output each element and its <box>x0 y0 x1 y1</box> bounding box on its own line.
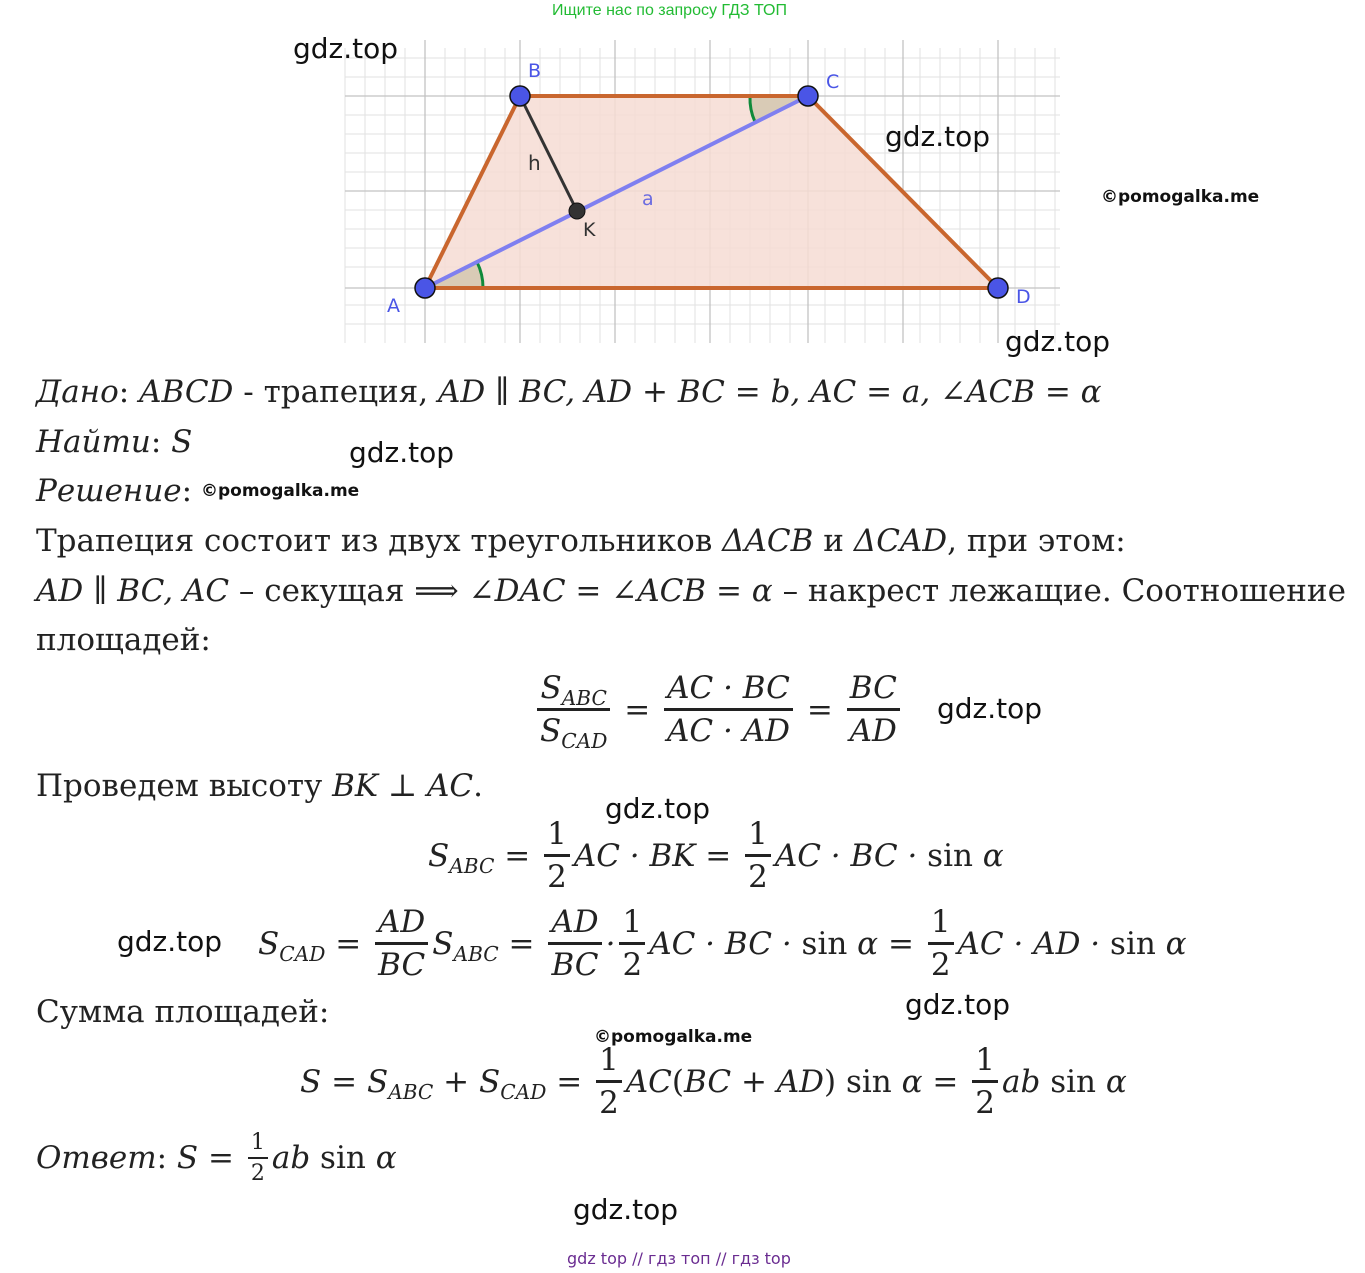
footer-links <box>567 1249 791 1268</box>
solution-label: Решение <box>36 473 182 509</box>
find-line: Найти: S <box>36 424 193 460</box>
point-k <box>569 203 585 219</box>
point-b <box>510 86 530 106</box>
footer-separator: // <box>632 1249 643 1268</box>
watermark: gdz.top <box>1005 325 1111 358</box>
watermark-pomogalka: ©pomogalka.me <box>594 1027 753 1047</box>
watermark: gdz.top <box>937 692 1043 725</box>
para1-and: и <box>813 523 854 559</box>
footer-link[interactable]: гдз топ <box>647 1249 711 1268</box>
formula-ratio: $\frac{S_{ABC}}{S_{CAD}}$ = $\frac{AC \cdot BC}{AC \cdot AD}$ = $\frac{BC}{AD}$ <box>533 670 904 749</box>
label-c: C <box>826 71 840 93</box>
footer-link[interactable]: gdz top <box>567 1249 628 1268</box>
para4-text: Проведем высоту <box>36 768 333 804</box>
watermark: gdz.top <box>349 436 455 469</box>
watermark: gdz.top <box>573 1193 679 1226</box>
footer-separator: // <box>715 1249 727 1268</box>
point-c <box>798 86 818 106</box>
label-d: D <box>1016 286 1031 308</box>
watermark: gdz.top <box>117 925 223 958</box>
search-banner[interactable]: Ищите нас по запросу ГДЗ ТОП <box>552 2 787 19</box>
point-a <box>415 278 435 298</box>
watermark-pomogalka: ©pomogalka.me <box>1101 187 1260 207</box>
sum-label: Сумма площадей: <box>36 994 330 1030</box>
para1-text: Трапеция состоит из двух треугольников <box>36 523 723 559</box>
answer-line: Ответ : S = $\frac{1}{2}$ ab sin α <box>36 1130 397 1186</box>
para2-end: – накрест лежащие. Соотношение <box>772 573 1346 609</box>
watermark: gdz.top <box>605 792 711 825</box>
para2-text: – секущая ⟹ <box>229 573 469 609</box>
label-b: B <box>528 60 542 82</box>
point-d <box>988 278 1008 298</box>
find-label: Найти <box>36 424 151 460</box>
watermark: gdz.top <box>293 32 399 65</box>
paragraph-2: AD ∥ BC, AC – секущая ⟹ ∠DAC = ∠ACB = α – накрест лежащие. Соотношение <box>36 573 1346 609</box>
label-a-side: a <box>642 188 654 210</box>
given-text: - трапеция, <box>233 374 438 410</box>
paragraph-3: площадей: <box>36 622 211 658</box>
watermark-pomogalka: ©pomogalka.me <box>201 481 360 501</box>
label-a: A <box>387 295 400 317</box>
watermark: gdz.top <box>905 988 1011 1021</box>
para1-end: , при этом: <box>947 523 1126 559</box>
formula-sabc: $S_{ABC}$ = $\frac{1}{2}$ AC · BK = $\frac{1}{2}$ AC · BC · sin α <box>428 816 1004 895</box>
label-k: K <box>583 219 596 241</box>
formula-sum: S = $S_{ABC}$ + $S_{CAD}$ = $\frac{1}{2}$ AC(BC + AD) sin α = $\frac{1}{2}$ ab sin α <box>300 1042 1127 1121</box>
formula-scad: $S_{CAD}$ = $\frac{AD}{BC}$ $S_{ABC}$ = $\frac{AD}{BC}$ · $\frac{1}{2}$ AC · BC · sin α = $\frac{1}{2}$ AC · AD · sin α <box>258 904 1187 983</box>
given-line: Дано: ABCD - трапеция, AD ∥ BC, AD + BC = b, AC = a, ∠ACB = α <box>36 374 1102 410</box>
trapezoid-figure <box>340 38 1065 344</box>
answer-label: Ответ <box>36 1140 157 1176</box>
given-label: Дано <box>36 374 119 410</box>
solution-label-line: Решение: <box>36 473 193 509</box>
paragraph-4: Проведем высоту BK ⊥ AC. <box>36 768 483 804</box>
paragraph-1: Трапеция состоит из двух треугольников ΔACB и ΔCAD, при этом: <box>36 523 1126 559</box>
footer-link[interactable]: гдз top <box>731 1249 791 1268</box>
watermark: gdz.top <box>885 120 991 153</box>
label-h: h <box>528 151 541 175</box>
